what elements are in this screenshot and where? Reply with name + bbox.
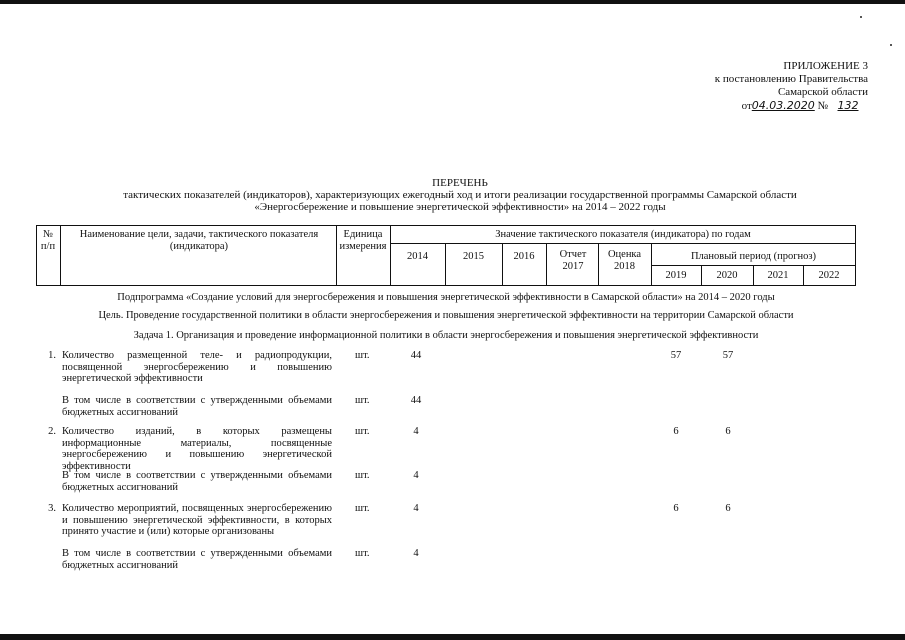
value-2020: 57 (722, 350, 734, 361)
row-unit: шт. (355, 426, 370, 437)
row-name: Количество размещенной теле- и радиопродукции, посвященной энергосбережению и повышению энергетической эффективности (62, 350, 332, 384)
value-2019: 6 (673, 503, 679, 514)
col-border (502, 243, 503, 286)
row-name: В том числе в соответствии с утвержденными объемами бюджетных ассигнований (62, 470, 332, 493)
header-num: № п/п (40, 229, 56, 252)
row-unit: шт. (355, 503, 370, 514)
row-number: 2. (48, 426, 56, 437)
header-2016: 2016 (513, 251, 535, 262)
header-name: Наименование цели, задачи, тактического показателя (индикатора) (79, 229, 319, 252)
header-values-group: Значение тактического показателя (индикатора) по годам (495, 229, 751, 240)
table-header (36, 225, 856, 286)
task-heading: Задача 1. Организация и проведение информационной политики в области энергосбережения и повышения энергетической эффективности (133, 330, 759, 341)
value-2020: 6 (725, 426, 731, 437)
row-unit: шт. (355, 350, 370, 361)
col-border (60, 225, 61, 286)
header-2014: 2014 (407, 251, 428, 262)
value-2014: 44 (410, 350, 422, 361)
handwritten-number: 132 (837, 99, 859, 112)
header-2015: 2015 (463, 251, 484, 262)
col-border (445, 243, 446, 286)
value-2014: 4 (413, 503, 419, 514)
header-estimate-2018: Оценка 2018 (607, 249, 642, 272)
header-unit: Единица измерения (339, 229, 387, 252)
document-title: ПЕРЕЧЕНЬ (432, 177, 488, 189)
appendix-resolution: к постановлению Правительства (714, 73, 868, 85)
appendix-date-line (640, 99, 868, 113)
handwritten-date: 04.03.2020 (751, 99, 815, 112)
subprogram-heading: Подпрограмма «Создание условий для энергосбережения и повышения энергетической эффективности в Самарской области» на 2014 – 2020 годы (117, 292, 775, 303)
number-prefix: № (817, 100, 828, 112)
value-2020: 6 (725, 503, 731, 514)
row-name: В том числе в соответствии с утвержденными объемами бюджетных ассигнований (62, 548, 332, 571)
header-2022: 2022 (818, 270, 840, 281)
value-2014: 4 (413, 470, 419, 481)
value-2014: 4 (413, 548, 419, 559)
header-inner-line (390, 243, 856, 244)
row-unit: шт. (355, 395, 370, 406)
appendix-region: Самарской области (777, 86, 868, 98)
header-2021: 2021 (767, 270, 789, 281)
scan-speck (860, 16, 862, 18)
header-report-2017: Отчет 2017 (559, 249, 587, 272)
header-top-border (36, 225, 856, 226)
row-unit: шт. (355, 470, 370, 481)
value-2019: 6 (673, 426, 679, 437)
col-border (546, 243, 547, 286)
row-unit: шт. (355, 548, 370, 559)
row-name: Количество изданий, в которых размещены информационные материалы, посвященные энергосбережению и повышению энергетической эффективности (62, 426, 332, 472)
document-subtitle-1: тактических показателей (индикаторов), характеризующих ежегодный ход и итоги реализации государственной программы Самарской области (123, 189, 797, 201)
header-bottom-border (36, 285, 856, 286)
appendix-block (640, 60, 868, 113)
appendix-title: ПРИЛОЖЕНИЕ 3 (783, 60, 868, 72)
header-plan-group: Плановый период (прогноз) (690, 251, 817, 262)
value-2014: 44 (410, 395, 422, 406)
row-name: В том числе в соответствии с утвержденными объемами бюджетных ассигнований (62, 395, 332, 418)
row-number: 3. (48, 503, 56, 514)
value-2019: 57 (670, 350, 682, 361)
header-2019: 2019 (665, 270, 687, 281)
row-number: 1. (48, 350, 56, 361)
header-2020: 2020 (716, 270, 738, 281)
document-subtitle-2: «Энергосбережение и повышение энергетической эффективности» на 2014 – 2022 годы (254, 201, 666, 213)
scan-speck (890, 44, 892, 46)
scan-border-bottom (0, 634, 905, 640)
value-2014: 4 (413, 426, 419, 437)
row-name: Количество мероприятий, посвященных энергосбережению и повышению энергетической эффективности, в которых принято участие и (или) которые организованы (62, 503, 332, 537)
goal-heading: Цель. Проведение государственной политики в области энергосбережения и повышения энергетической эффективности на территории Самарской области (98, 310, 794, 321)
date-prefix: от (741, 100, 752, 112)
scan-border-top (0, 0, 905, 4)
